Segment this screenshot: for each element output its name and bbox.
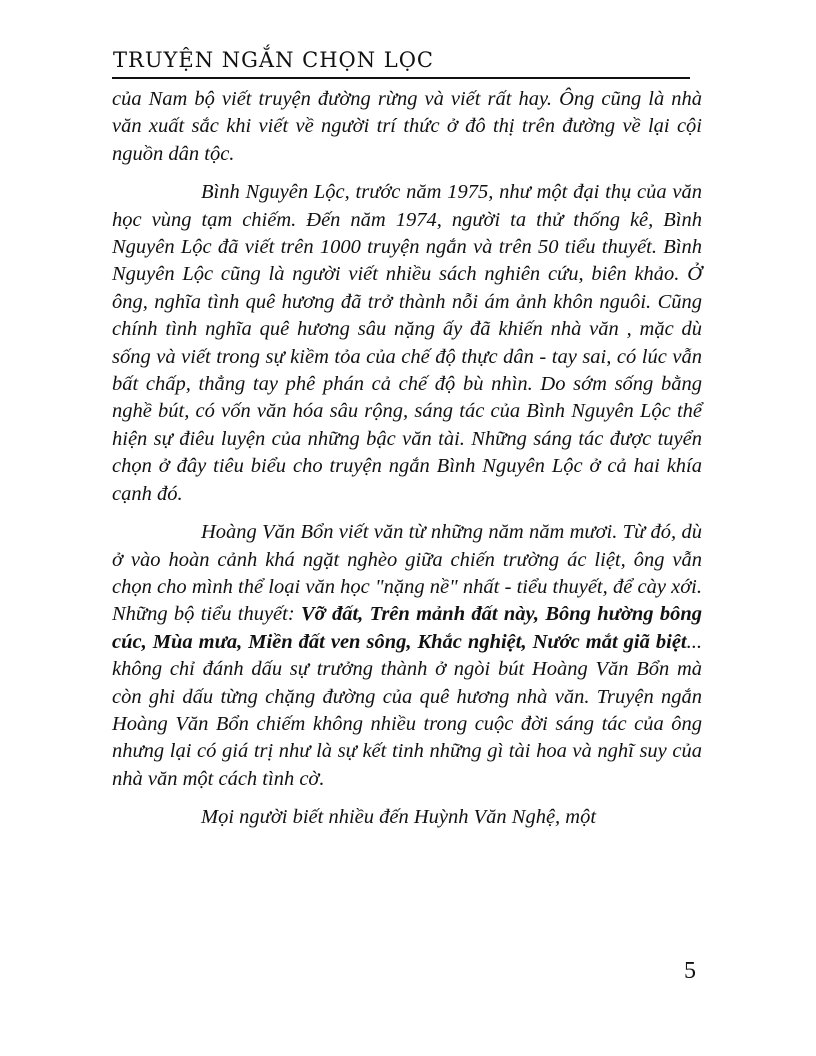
running-header-title: TRUYỆN NGẮN CHỌN LỌC [113, 48, 435, 72]
paragraph-3-text-after: ... không chỉ đánh dấu sự trưởng thành ở ngòi bút Hoàng Văn Bổn mà còn ghi dấu từng chặng đường của quê hương nhà văn. Truyện ngắn Hoàng Văn Bổn chiếm không nhiều trong cuộc đời sáng tác của ông nhưng lại có giá trị như là sự kết tinh những gì tài hoa và nghĩ suy của nhà văn một cách tình cờ. [112, 630, 702, 790]
paragraph-2: Bình Nguyên Lộc, trước năm 1975, như một đại thụ của văn học vùng tạm chiếm. Đến năm 1974, người ta thử thống kê, Bình Nguyên Lộc đã viết trên 1000 truyện ngắn và trên 50 tiểu thuyết. Bình Nguyên Lộc cũng là người viết nhiều sách nghiên cứu, biên khảo. Ở ông, nghĩa tình quê hương đã trở thành nỗi ám ảnh khôn nguôi. Cũng chính tình nghĩa quê hương sâu nặng ấy đã khiến nhà văn , mặc dù sống và viết trong sự kiềm tỏa của chế độ thực dân - tay sai, có lúc vẫn bất chấp, thẳng tay phê phán cả chế độ bù nhìn. Do sớm sống bằng nghề bút, có vốn văn hóa sâu rộng, sáng tác của Bình Nguyên Lộc thể hiện sự điêu luyện của những bậc văn tài. Những sáng tác được tuyển chọn ở đây tiêu biểu cho truyện ngắn Bình Nguyên Lộc ở cả hai khía cạnh đó. [112, 181, 702, 505]
header-rule [112, 77, 690, 79]
body-text [112, 86, 702, 843]
paragraph-1: của Nam bộ viết truyện đường rừng và viết rất hay. Ông cũng là nhà văn xuất sắc khi viết về người trí thức ở đô thị trên đường về lại cội nguồn dân tộc. [112, 88, 702, 165]
page-number: 5 [684, 958, 696, 984]
paragraph-3-novel-titles: Vỡ đất, Trên mảnh đất này, Bông hường bông cúc, Mùa mưa, Miền đất ven sông, Khắc nghiệt, Nước mắt giã biệt [112, 603, 702, 653]
paragraph-3-text-before: Hoàng Văn Bổn viết văn từ những năm năm mươi. Từ đó, dù ở vào hoàn cảnh khá ngặt nghèo giữa chiến trường ác liệt, ông vẫn chọn cho mình thể loại văn học "nặng nề" nhất - tiểu thuyết, để cày xới. Những bộ tiểu thuyết: [112, 521, 702, 626]
paragraph-4: Mọi người biết nhiều đến Huỳnh Văn Nghệ, một [201, 806, 597, 829]
paragraph-3 [112, 519, 702, 793]
